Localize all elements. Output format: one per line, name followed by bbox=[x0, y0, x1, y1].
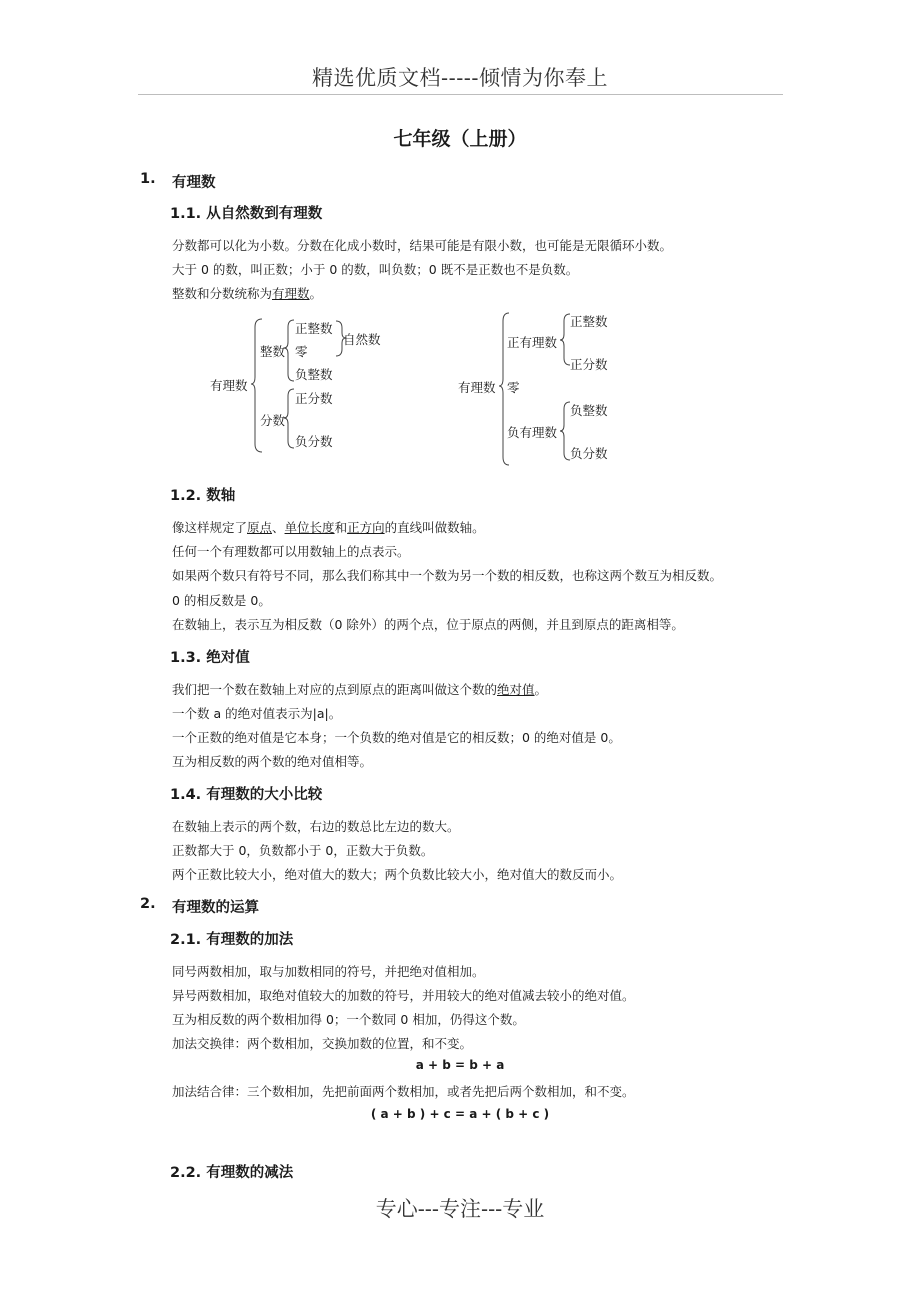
brace-pos-rational bbox=[560, 314, 570, 365]
tree-left-natural: 自然数 bbox=[343, 332, 381, 347]
paragraph-text: 。 bbox=[309, 286, 323, 301]
section-1-3-heading: 1.3. 绝对值 bbox=[170, 650, 250, 666]
paragraph-text: 的直线叫做数轴。 bbox=[384, 520, 485, 535]
paragraph bbox=[172, 680, 547, 698]
term-rational-number: 有理数 bbox=[272, 286, 310, 301]
section-1-4-heading: 1.4. 有理数的大小比较 bbox=[170, 787, 323, 803]
paragraph: 一个数 a 的绝对值表示为|a|。 bbox=[172, 706, 342, 721]
paragraph: 任何一个有理数都可以用数轴上的点表示。 bbox=[172, 544, 410, 559]
paragraph: 正数都大于 0，负数都小于 0，正数大于负数。 bbox=[172, 843, 434, 858]
term-origin: 原点 bbox=[247, 520, 273, 535]
paragraph: 在数轴上，表示互为相反数（0 除外）的两个点，位于原点的两侧，并且到原点的距离相等。 bbox=[172, 617, 684, 632]
tree-left-neg-int: 负整数 bbox=[295, 367, 333, 382]
paragraph-text: 。 bbox=[534, 682, 548, 697]
paragraph: 0 的相反数是 0。 bbox=[172, 593, 271, 608]
tree-right-root: 有理数 bbox=[458, 380, 496, 395]
tree-right-neg-frac: 负分数 bbox=[570, 446, 608, 461]
section-1-number: 1. bbox=[140, 171, 156, 187]
term-positive-direction: 正方向 bbox=[347, 520, 385, 535]
tree-right-neg-rational: 负有理数 bbox=[507, 425, 558, 440]
paragraph: 如果两个数只有符号不同，那么我们称其中一个数为另一个数的相反数，也称这两个数互为相反数。 bbox=[172, 568, 723, 583]
brace-neg-rational bbox=[560, 402, 570, 460]
paragraph: 大于 0 的数，叫正数；小于 0 的数，叫负数；0 既不是正数也不是负数。 bbox=[172, 262, 579, 277]
term-unit-length: 单位长度 bbox=[284, 520, 335, 535]
formula-commutative: a + b = b + a bbox=[415, 1058, 505, 1072]
tree-right-zero: 零 bbox=[507, 380, 520, 395]
tree-right-pos-frac: 正分数 bbox=[570, 357, 608, 372]
paragraph-text: 和 bbox=[334, 520, 348, 535]
paragraph: 两个正数比较大小，绝对值大的数大；两个负数比较大小，绝对值大的数反而小。 bbox=[172, 867, 623, 882]
paragraph-text: 、 bbox=[272, 520, 285, 535]
tree-left-pos-int: 正整数 bbox=[295, 321, 333, 336]
term-absolute-value: 绝对值 bbox=[497, 682, 535, 697]
tree-right-pos-rational: 正有理数 bbox=[507, 335, 558, 350]
page-header: 精选优质文档-----倾情为你奉上 bbox=[312, 66, 608, 90]
tree-right-neg-int: 负整数 bbox=[570, 403, 608, 418]
section-2-2-heading: 2.2. 有理数的减法 bbox=[170, 1165, 294, 1181]
tree-left-fraction: 分数 bbox=[260, 413, 286, 428]
tree-left-neg-frac: 负分数 bbox=[295, 434, 333, 449]
paragraph: 加法交换律：两个数相加，交换加数的位置，和不变。 bbox=[172, 1036, 473, 1051]
tree-left-root: 有理数 bbox=[210, 378, 248, 393]
section-2-1-heading: 2.1. 有理数的加法 bbox=[170, 932, 294, 948]
paragraph: 异号两数相加，取绝对值较大的加数的符号，并用较大的绝对值减去较小的绝对值。 bbox=[172, 988, 635, 1003]
tree-left-pos-frac: 正分数 bbox=[295, 391, 333, 406]
formula-associative: ( a + b ) + c = a + ( b + c ) bbox=[370, 1107, 550, 1121]
paragraph: 同号两数相加，取与加数相同的符号，并把绝对值相加。 bbox=[172, 964, 485, 979]
paragraph bbox=[172, 518, 485, 536]
section-2-heading: 有理数的运算 bbox=[172, 900, 259, 916]
section-1-2-heading: 1.2. 数轴 bbox=[170, 488, 236, 504]
page-title: 七年级（上册） bbox=[393, 128, 527, 150]
paragraph: 互为相反数的两个数相加得 0；一个数同 0 相加，仍得这个数。 bbox=[172, 1012, 525, 1027]
paragraph: 在数轴上表示的两个数，右边的数总比左边的数大。 bbox=[172, 819, 460, 834]
tree-right-pos-int: 正整数 bbox=[570, 314, 608, 329]
paragraph: 加法结合律：三个数相加，先把前面两个数相加，或者先把后两个数相加，和不变。 bbox=[172, 1084, 635, 1099]
paragraph-text: 像这样规定了 bbox=[172, 520, 248, 535]
section-2-number: 2. bbox=[140, 896, 156, 912]
page-footer: 专心---专注---专业 bbox=[375, 1197, 545, 1221]
paragraph: 互为相反数的两个数的绝对值相等。 bbox=[172, 754, 373, 769]
tree-left-zero: 零 bbox=[295, 344, 308, 359]
tree-left-integer: 整数 bbox=[260, 344, 286, 359]
paragraph: 分数都可以化为小数。分数在化成小数时，结果可能是有限小数，也可能是无限循环小数。 bbox=[172, 238, 673, 253]
paragraph: 一个正数的绝对值是它本身；一个负数的绝对值是它的相反数；0 的绝对值是 0。 bbox=[172, 730, 621, 745]
brace-integer bbox=[284, 320, 294, 381]
brace-rational bbox=[251, 319, 262, 452]
paragraph-text: 我们把一个数在数轴上对应的点到原点的距离叫做这个数的 bbox=[172, 682, 498, 697]
section-1-heading: 有理数 bbox=[172, 175, 216, 191]
paragraph-text: 整数和分数统称为 bbox=[172, 286, 273, 301]
brace-fraction bbox=[284, 389, 294, 448]
section-1-1-heading: 1.1. 从自然数到有理数 bbox=[170, 206, 323, 222]
